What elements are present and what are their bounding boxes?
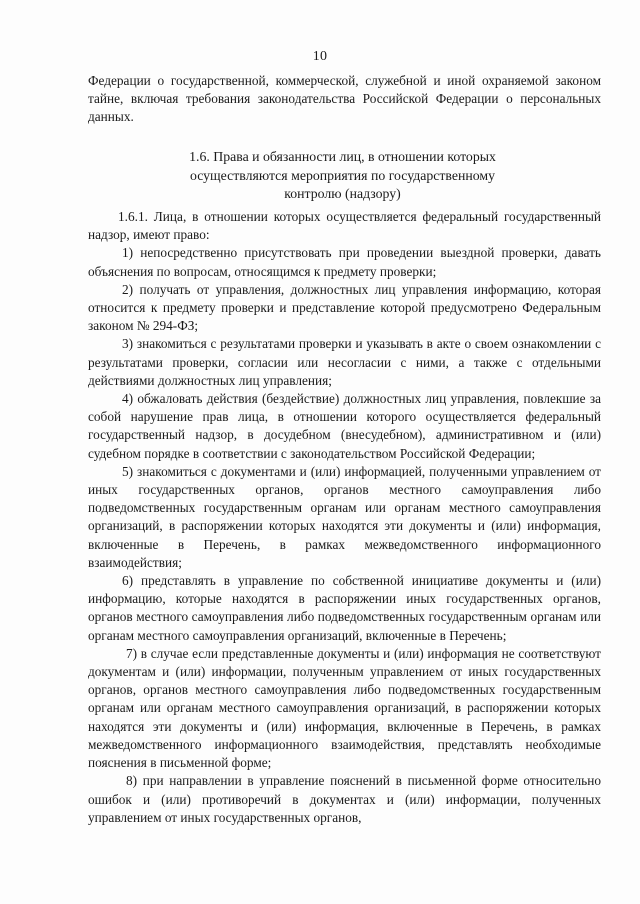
section-body bbox=[88, 208, 601, 827]
right-item-3: 3) знакомиться с результатами проверки и указывать в акте о своем ознакомлении с результатами проверки, согласии или несогласии с ними, а также с отдельными действиями должностных лиц управления; bbox=[88, 336, 601, 388]
right-item-5: 5) знакомиться с документами и (или) информацией, полученными управлением от иных государственных органов, органов местного самоуправления либо подведомственных государственным органам или органам местного самоуправления организаций, в распоряжении которых находятся эти документы и (или) информация, включенные в Перечень, в рамках межведомственного информационного взаимодействия; bbox=[88, 463, 601, 570]
right-item-4: 4) обжаловать действия (бездействие) должностных лиц управления, повлекшие за собой нарушение прав лица, в отношении которого осуществляется федеральный государственный надзор, в досудебном (внесудебном), административном и (или) судебном порядке в соответствии с законодательством Российской Федерации; bbox=[88, 391, 601, 461]
section-heading-line: осуществляются мероприятия по государственному bbox=[189, 167, 496, 183]
right-item-8: 8) при направлении в управление пояснений в письменной форме относительно ошибок и (или) противоречий в документах и (или) информации, полученных управлением от иных государственных органов, bbox=[88, 773, 601, 825]
right-item-2: 2) получать от управления, должностных лиц управления информацию, которая относится к предмету проверки и представление которой предусмотрено Федеральным законом № 294-ФЗ; bbox=[88, 281, 601, 334]
clause-1-6-1: 1.6.1. Лица, в отношении которых осуществляется федеральный государственный надзор, имеют право: bbox=[88, 209, 601, 243]
section-heading-line: контролю (надзору) bbox=[284, 186, 401, 201]
right-item-7: 7) в случае если представленные документы и (или) информация не соответствуют документам и (или) информации, полученным управлением от иных государственных органов, органов местного самоуправления либо подведомственных государственным органам или органам местного самоуправления организаций, в распоряжении которых находятся эти документы и (или) информация, включенные в Перечень, в рамках межведомственного информационного взаимодействия, представлять необходимые пояснения в письменной форме; bbox=[88, 645, 601, 771]
right-item-1: 1) непосредственно присутствовать при проведении выездной проверки, давать объяснения по вопросам, относящимся к предмету проверки; bbox=[88, 245, 601, 279]
section-heading bbox=[140, 148, 545, 204]
intro-paragraph: Федерации о государственной, коммерческой, служебной и иной охраняемой законом тайне, включая требования законодательства Российской Федерации о персональных данных. bbox=[88, 73, 601, 125]
right-item-6: 6) представлять в управление по собственной инициативе документы и (или) информацию, которые находятся в распоряжении иных государственных органов, органов местного самоуправления либо подведомственных государственным органам или органам местного самоуправления организаций, включенные в Перечень; bbox=[88, 573, 601, 643]
section-heading-line: 1.6. Права и обязанности лиц, в отношении которых bbox=[189, 149, 496, 164]
page-number: 10 bbox=[312, 49, 328, 64]
